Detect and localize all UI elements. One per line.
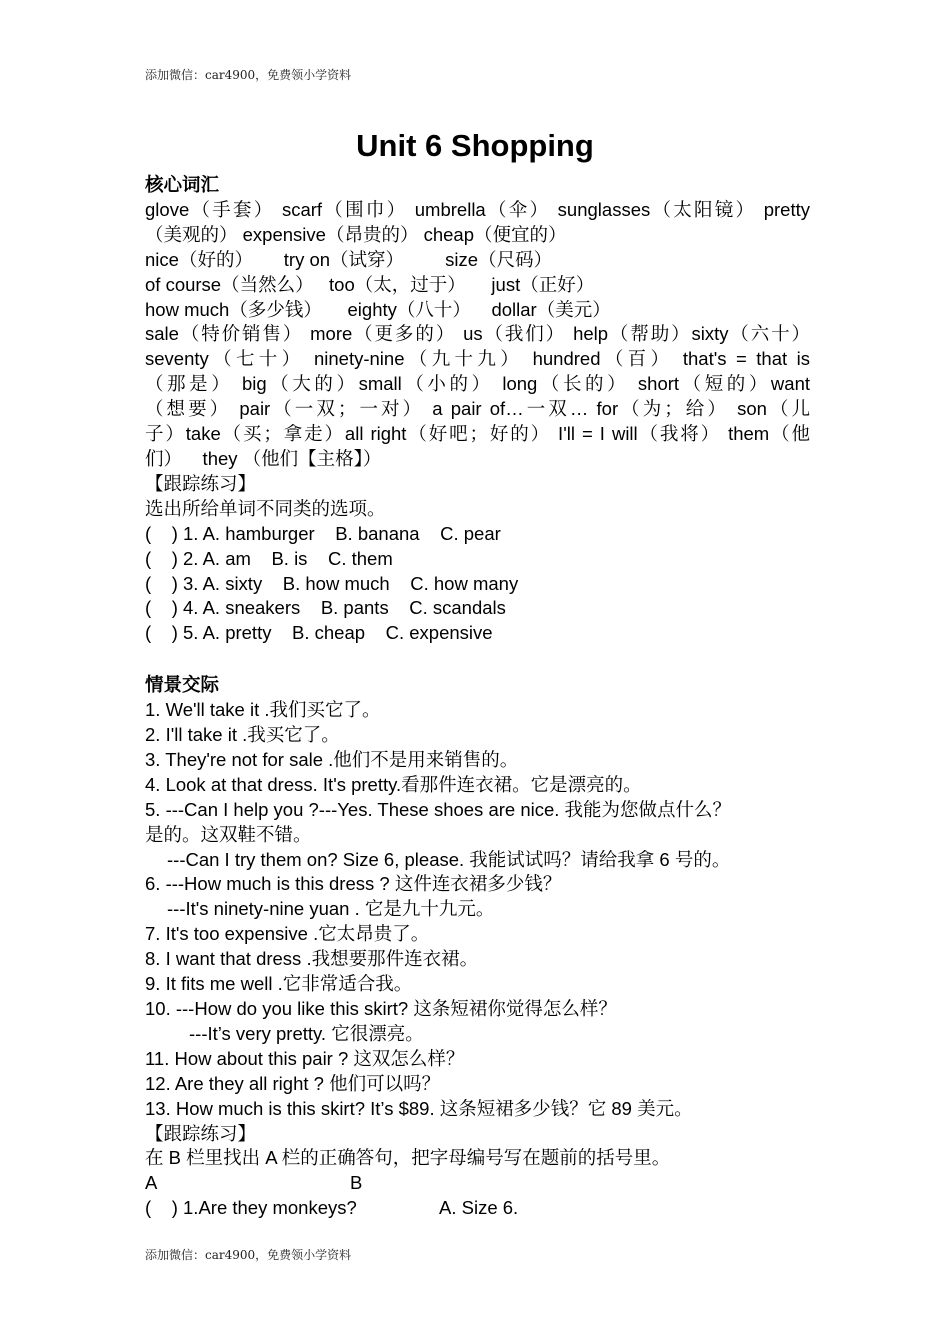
vocab-line: （美观的） expensive（昂贵的） cheap（便宜的） xyxy=(145,223,567,245)
vocab-line: seventy（七十） ninety-nine（九十九） hundred（百） that's = that is xyxy=(145,348,810,370)
dialogue-line: 3. They're not for sale .他们不是用来销售的。 xyxy=(145,748,519,770)
content-body xyxy=(145,173,810,1221)
vocab-line: how much（多少钱） eighty（八十） dollar（美元） xyxy=(145,298,611,320)
practice2-instruction: 在 B 栏里找出 A 栏的正确答句，把字母编号写在题前的括号里。 xyxy=(145,1147,671,1169)
vocab-line: 子）take（买；拿走）all right（好吧；好的） I'll = I will（我将） them（他 xyxy=(145,423,810,445)
dialogue-line: 5. ---Can I help you ?---Yes. These shoes are nice. 我能为您做点什么？ xyxy=(145,798,732,820)
vocab-line: sale（特价销售） more（更多的） us（我们） help（帮助）sixty（六十） xyxy=(145,323,810,345)
dialogue-line: 2. I'll take it .我买它了。 xyxy=(145,724,340,746)
dialogue-line: 13. How much is this skirt? It’s $89. 这条短裙多少钱？它 89 美元。 xyxy=(145,1097,693,1119)
matching-row xyxy=(145,1196,810,1221)
dialogue-line: 10. ---How do you like this skirt? 这条短裙你觉得怎么样？ xyxy=(145,998,617,1019)
vocab-line: （想要） pair（一双；一对） a pair of…一双… for（为；给） son（儿 xyxy=(145,398,810,420)
practice1-item: ( ) 1. A. hamburger B. banana C. pear xyxy=(145,522,501,544)
dialogue-line: 7. It's too expensive .它太昂贵了。 xyxy=(145,923,430,945)
page-footer: 添加微信：car4900，免费领小学资料 xyxy=(145,1248,352,1262)
practice1-item: ( ) 4. A. sneakers B. pants C. scandals xyxy=(145,597,506,619)
page-title: Unit 6 Shopping xyxy=(356,128,594,163)
dialogue-heading: 情景交际 xyxy=(145,674,220,696)
practice1-item: ( ) 3. A. sixty B. how much C. how many xyxy=(145,572,519,594)
dialogue-line: 是的。这双鞋不错。 xyxy=(145,823,312,845)
matching-answer: A. Size 6. xyxy=(439,1197,519,1219)
vocab-line: of course（当然么） too（太，过于） just（正好） xyxy=(145,273,595,295)
dialogue-line: 4. Look at that dress. It's pretty.看那件连衣裙。它是漂亮的。 xyxy=(145,773,642,795)
dialogue-line: 9. It fits me well .它非常适合我。 xyxy=(145,973,413,995)
dialogue-line: 11. How about this pair ? 这双怎么样？ xyxy=(145,1047,465,1069)
column-headers xyxy=(145,1171,810,1196)
dialogue-line: ---It’s very pretty. 它很漂亮。 xyxy=(189,1022,424,1044)
dialogue-line: 12. Are they all right ? 他们可以吗？ xyxy=(145,1072,441,1094)
section-gap xyxy=(145,646,810,673)
dialogue-line: 1. We'll take it .我们买它了。 xyxy=(145,699,381,721)
practice1-item: ( ) 5. A. pretty B. cheap C. expensive xyxy=(145,622,493,644)
column-b-label: B xyxy=(350,1172,363,1194)
vocab-line: glove（手套） scarf（围巾） umbrella（伞） sunglasses（太阳镜） pretty xyxy=(145,198,810,220)
dialogue-line: 6. ---How much is this dress ? 这件连衣裙多少钱？ xyxy=(145,873,562,895)
practice1-instruction: 选出所给单词不同类的选项。 xyxy=(145,497,386,519)
vocab-line: 们） they （他们【主格】） xyxy=(145,447,382,469)
vocab-line: （那是） big（大的）small（小的） long（长的） short（短的）want xyxy=(145,373,810,395)
dialogue-line: ---Can I try them on? Size 6, please. 我能试试吗？请给我拿 6 号的。 xyxy=(167,848,731,870)
practice2-heading: 【跟踪练习】 xyxy=(145,1122,257,1144)
practice1-item: ( ) 2. A. am B. is C. them xyxy=(145,547,393,569)
dialogue-line: 8. I want that dress .我想要那件连衣裙。 xyxy=(145,948,479,970)
vocab-heading: 核心词汇 xyxy=(145,174,220,195)
practice1-heading: 【跟踪练习】 xyxy=(145,472,257,494)
matching-question: ( ) 1.Are they monkeys? xyxy=(145,1197,357,1219)
dialogue-line: ---It's ninety-nine yuan . 它是九十九元。 xyxy=(167,898,495,920)
vocab-line: nice（好的） try on（试穿） size（尺码） xyxy=(145,248,553,270)
column-a-label: A xyxy=(145,1172,158,1194)
page-header: 添加微信：car4900，免费领小学资料 xyxy=(145,68,352,82)
